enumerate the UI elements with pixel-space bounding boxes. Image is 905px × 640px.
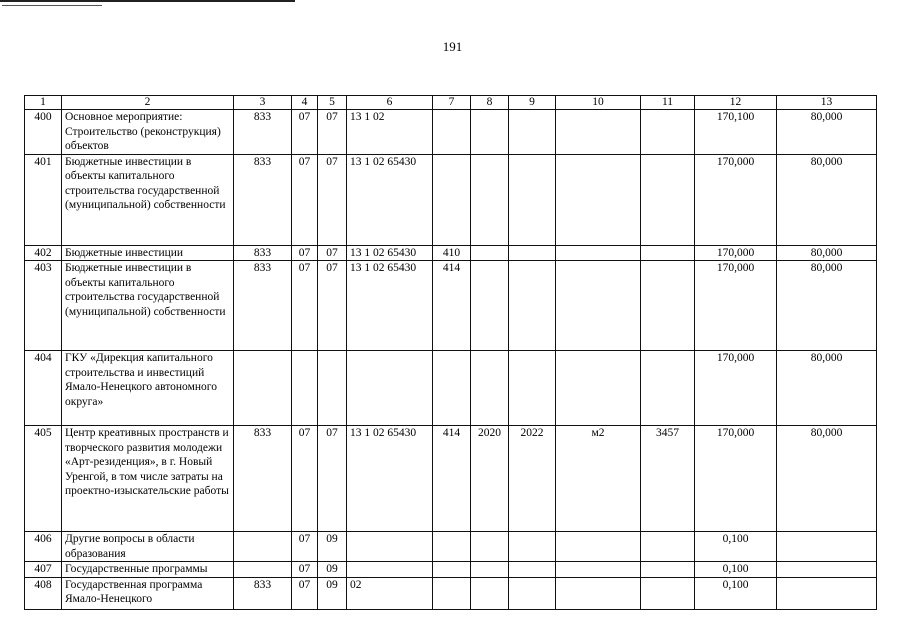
cell-expense-type: [433, 532, 471, 562]
cell-unit: [556, 351, 641, 426]
cell-start-year: [471, 532, 509, 562]
cell-target-article: 13 1 02 65430: [347, 426, 433, 532]
budget-table: [24, 95, 877, 610]
table-body: [25, 110, 877, 610]
cell-description: Бюджетные инвестиции в объекты капитального строительства государственной (муниципальной) собственности: [62, 261, 234, 351]
cell-end-year: [509, 577, 556, 609]
cell-target-article: 02: [347, 577, 433, 609]
cell-row-number: 404: [25, 351, 62, 426]
cell-section: 07: [292, 261, 318, 351]
cell-expense-type: [433, 577, 471, 609]
cell-subsection: 07: [318, 261, 347, 351]
cell-amount-13: 80,000: [777, 110, 877, 155]
cell-start-year: [471, 261, 509, 351]
header-col-13: 13: [777, 96, 877, 110]
cell-expense-type: 410: [433, 245, 471, 261]
cell-row-number: 400: [25, 110, 62, 155]
cell-capacity: [641, 351, 695, 426]
header-col-10: 10: [556, 96, 641, 110]
cell-ministry-code: 833: [234, 154, 292, 245]
cell-end-year: 2022: [509, 426, 556, 532]
cell-unit: м2: [556, 426, 641, 532]
cell-ministry-code: 833: [234, 261, 292, 351]
table-row: [25, 532, 877, 562]
cell-expense-type: [433, 154, 471, 245]
cell-section: 07: [292, 426, 318, 532]
cell-start-year: 2020: [471, 426, 509, 532]
cell-amount-12: 170,000: [695, 245, 777, 261]
cell-target-article: 13 1 02 65430: [347, 245, 433, 261]
cell-ministry-code: 833: [234, 110, 292, 155]
cell-unit: [556, 532, 641, 562]
cell-start-year: [471, 577, 509, 609]
header-col-5: 5: [318, 96, 347, 110]
cell-amount-13: 80,000: [777, 261, 877, 351]
cell-end-year: [509, 261, 556, 351]
cell-amount-13: [777, 532, 877, 562]
table-row: [25, 562, 877, 578]
cell-row-number: 407: [25, 562, 62, 578]
table-header: [25, 96, 877, 110]
cell-capacity: [641, 577, 695, 609]
cell-ministry-code: [234, 532, 292, 562]
cell-row-number: 405: [25, 426, 62, 532]
cell-amount-12: 0,100: [695, 577, 777, 609]
cell-subsection: 09: [318, 577, 347, 609]
header-col-2: 2: [62, 96, 234, 110]
cell-expense-type: [433, 562, 471, 578]
cell-target-article: 13 1 02 65430: [347, 154, 433, 245]
header-col-6: 6: [347, 96, 433, 110]
cell-description: Бюджетные инвестиции в объекты капитального строительства государственной (муниципальной) собственности: [62, 154, 234, 245]
cell-description: Государственные программы: [62, 562, 234, 578]
cell-start-year: [471, 562, 509, 578]
header-col-11: 11: [641, 96, 695, 110]
cell-capacity: 3457: [641, 426, 695, 532]
header-col-1: 1: [25, 96, 62, 110]
cell-expense-type: 414: [433, 426, 471, 532]
cell-section: 07: [292, 154, 318, 245]
cell-capacity: [641, 562, 695, 578]
cell-target-article: 13 1 02 65430: [347, 261, 433, 351]
cell-description: Основное мероприятие: Строительство (реконструкция) объектов: [62, 110, 234, 155]
cell-row-number: 401: [25, 154, 62, 245]
cell-amount-12: 170,000: [695, 154, 777, 245]
table-row: [25, 261, 877, 351]
cell-target-article: [347, 351, 433, 426]
cell-ministry-code: [234, 562, 292, 578]
header-row: [25, 96, 877, 110]
cell-start-year: [471, 351, 509, 426]
cell-capacity: [641, 110, 695, 155]
cell-amount-12: 170,000: [695, 351, 777, 426]
cell-amount-12: 170,000: [695, 426, 777, 532]
cell-description: Государственная программа Ямало-Ненецкого: [62, 577, 234, 609]
cell-row-number: 403: [25, 261, 62, 351]
cell-target-article: 13 1 02: [347, 110, 433, 155]
header-col-7: 7: [433, 96, 471, 110]
cell-unit: [556, 577, 641, 609]
cell-subsection: 07: [318, 245, 347, 261]
cell-amount-12: 0,100: [695, 562, 777, 578]
cell-amount-12: 170,100: [695, 110, 777, 155]
cell-amount-13: 80,000: [777, 426, 877, 532]
cell-capacity: [641, 245, 695, 261]
cell-expense-type: [433, 110, 471, 155]
cell-amount-13: 80,000: [777, 154, 877, 245]
cell-subsection: [318, 351, 347, 426]
cell-subsection: 09: [318, 532, 347, 562]
cell-amount-13: 80,000: [777, 245, 877, 261]
cell-amount-12: 0,100: [695, 532, 777, 562]
cell-subsection: 07: [318, 110, 347, 155]
table-row: [25, 577, 877, 609]
cell-start-year: [471, 245, 509, 261]
cell-unit: [556, 562, 641, 578]
cell-capacity: [641, 154, 695, 245]
top-rule-line-secondary: [2, 5, 102, 6]
cell-subsection: 07: [318, 426, 347, 532]
table-row: [25, 154, 877, 245]
cell-amount-13: [777, 562, 877, 578]
cell-capacity: [641, 261, 695, 351]
cell-description: Другие вопросы в области образования: [62, 532, 234, 562]
cell-row-number: 402: [25, 245, 62, 261]
cell-section: 07: [292, 245, 318, 261]
cell-end-year: [509, 532, 556, 562]
cell-unit: [556, 110, 641, 155]
page-number: 191: [442, 39, 463, 54]
cell-target-article: [347, 532, 433, 562]
cell-section: [292, 351, 318, 426]
table-row: [25, 245, 877, 261]
cell-ministry-code: 833: [234, 426, 292, 532]
cell-unit: [556, 245, 641, 261]
cell-start-year: [471, 154, 509, 245]
cell-expense-type: [433, 351, 471, 426]
header-col-4: 4: [292, 96, 318, 110]
cell-subsection: 09: [318, 562, 347, 578]
cell-capacity: [641, 532, 695, 562]
cell-description: ГКУ «Дирекция капитального строительства и инвестиций Ямало-Ненецкого автономного округа»: [62, 351, 234, 426]
table-row: [25, 351, 877, 426]
cell-subsection: 07: [318, 154, 347, 245]
cell-row-number: 408: [25, 577, 62, 609]
cell-end-year: [509, 110, 556, 155]
header-col-9: 9: [509, 96, 556, 110]
cell-ministry-code: 833: [234, 245, 292, 261]
cell-row-number: 406: [25, 532, 62, 562]
cell-unit: [556, 154, 641, 245]
cell-amount-13: [777, 577, 877, 609]
cell-amount-13: 80,000: [777, 351, 877, 426]
cell-expense-type: 414: [433, 261, 471, 351]
cell-description: Бюджетные инвестиции: [62, 245, 234, 261]
cell-section: 07: [292, 110, 318, 155]
cell-target-article: [347, 562, 433, 578]
table-row: [25, 426, 877, 532]
cell-end-year: [509, 562, 556, 578]
cell-end-year: [509, 245, 556, 261]
cell-start-year: [471, 110, 509, 155]
header-col-12: 12: [695, 96, 777, 110]
cell-ministry-code: [234, 351, 292, 426]
cell-amount-12: 170,000: [695, 261, 777, 351]
cell-section: 07: [292, 532, 318, 562]
cell-unit: [556, 261, 641, 351]
header-col-8: 8: [471, 96, 509, 110]
cell-section: 07: [292, 562, 318, 578]
cell-ministry-code: 833: [234, 577, 292, 609]
header-col-3: 3: [234, 96, 292, 110]
cell-end-year: [509, 154, 556, 245]
cell-description: Центр креативных пространств и творческого развития молодежи «Арт-резиденция», в г. Новый Уренгой, в том числе затраты на проектно-изыскательские работы: [62, 426, 234, 532]
cell-end-year: [509, 351, 556, 426]
cell-section: 07: [292, 577, 318, 609]
table-row: [25, 110, 877, 155]
top-rule-line: [0, 0, 295, 2]
